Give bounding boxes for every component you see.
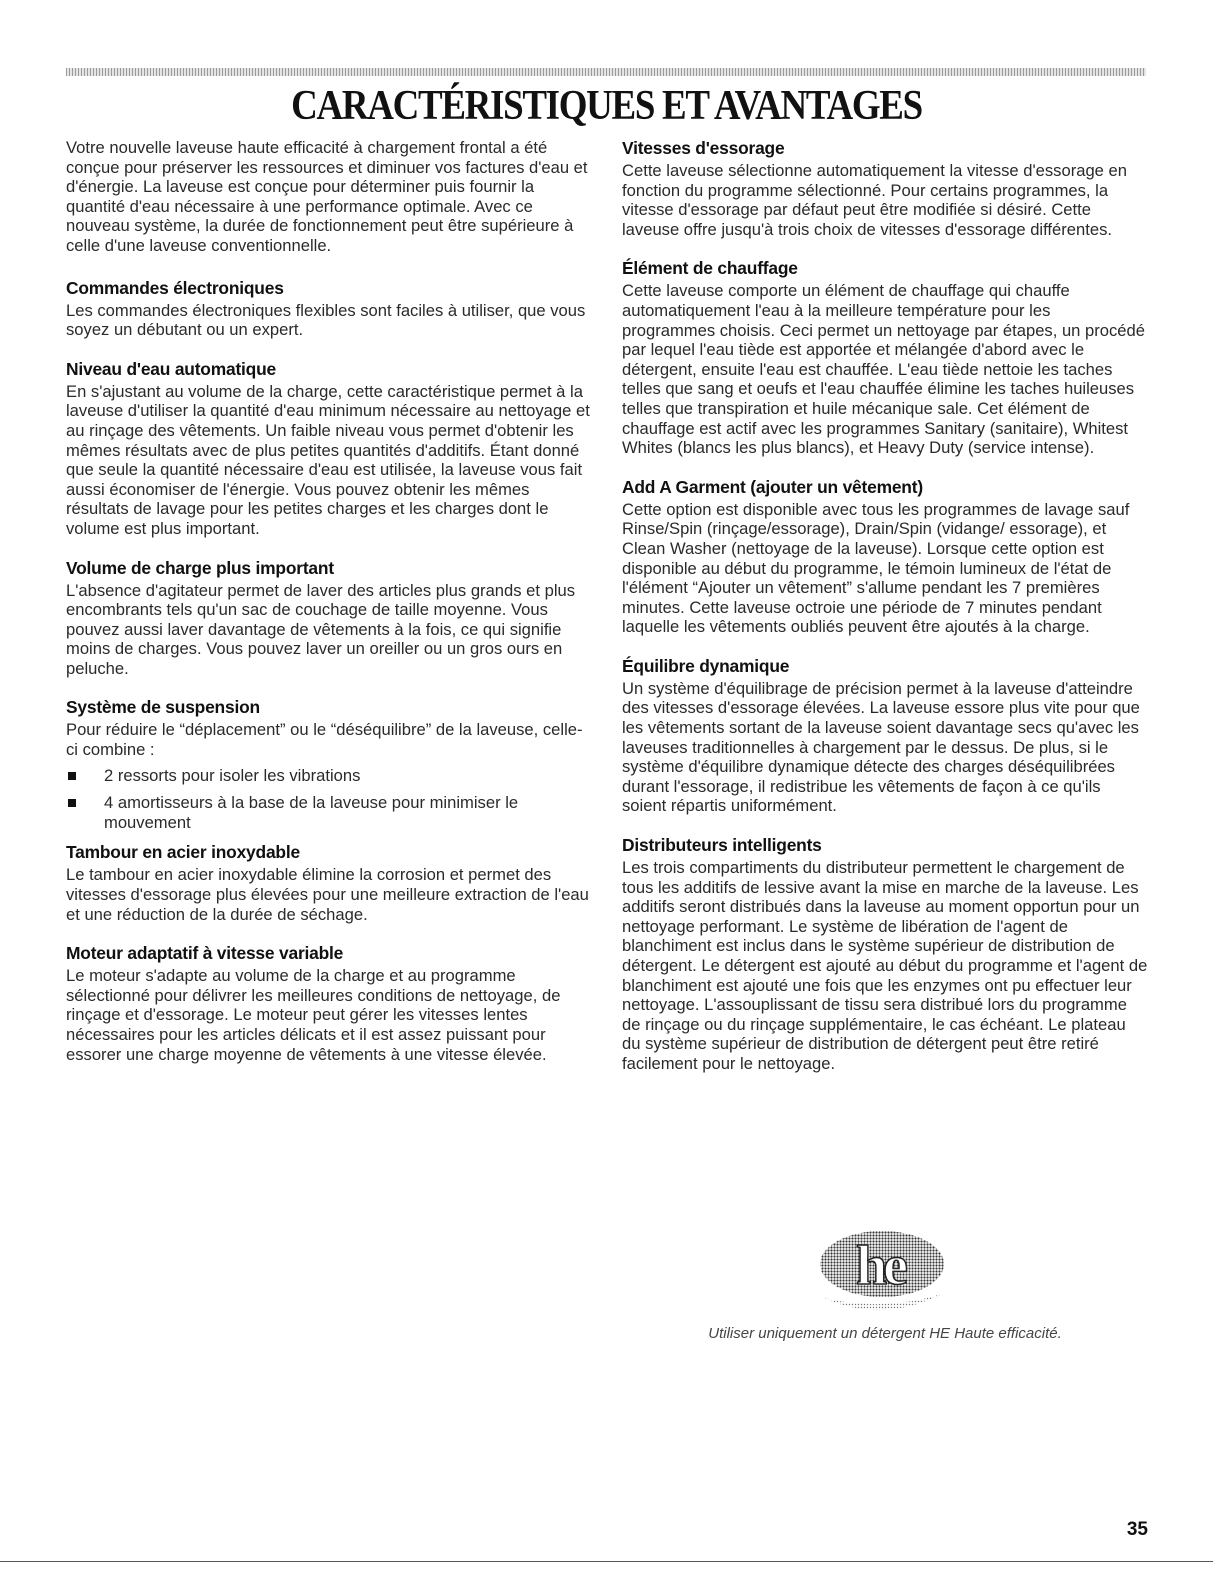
section-text: L'absence d'agitateur permet de laver des articles plus grands et plus encombrants tels qu'un sac de couchage de taille moyenne. Vous pouvez aussi laver davantage de vêtements à la fois, ce qui signifie moins de charges. Vous pouvez laver un oreiller ou un gros ours en peluche. [66,580,576,678]
square-bullet-icon [68,799,76,807]
section-niveau-eau [66,359,592,539]
section-suspension [66,697,592,832]
bullet-item [66,766,592,786]
section-heading: Niveau d'eau automatique [66,358,277,379]
section-heading: Add A Garment (ajouter un vêtement) [622,476,923,497]
section-heading: Commandes électroniques [66,277,284,298]
svg-text:he: he [856,1235,904,1297]
section-heading: Vitesses d'essorage [622,138,785,158]
he-logo-icon [812,1228,952,1318]
section-text: Le tambour en acier inoxydable élimine la corrosion et permet des vitesses d'essorage plus élevées pour une meilleure extraction de l'eau et une réduction de la durée de séchage. [66,865,589,924]
section-text: Les commandes électroniques flexibles sont faciles à utiliser, que vous soyez un débutant ou un expert. [66,300,586,340]
section-commandes-electroniques [66,278,592,340]
he-logo [812,1228,952,1318]
section-text: Cette laveuse comporte un élément de chauffage qui chauffe automatiquement l'eau à la meilleure température pour les programmes choisis. Ceci permet un nettoyage par étapes, un procédé par lequel l'eau tiède est apportée et mélangée d'abord avec le détergent, ensuite l'eau est chauffée. L'eau tiède nettoie les taches telles que sang et oeufs et l'eau chauffée élimine les taches huileuses telles que transpiration et huile mécanique sale. Cet élément de chauffage est actif avec les programmes Sanitary (sanitaire), Whitest Whites (blancs les plus blancs), et Heavy Duty (service intense). [622,281,1145,458]
section-volume-charge [66,558,592,679]
bullet-text: 2 ressorts pour isoler les vibrations [104,765,361,785]
section-heading: Équilibre dynamique [622,655,790,676]
section-vitesses-essorage [622,138,1148,239]
bottom-rule [0,1561,1213,1562]
section-heading: Distributeurs intelligents [622,835,822,856]
section-distributeurs [622,835,1148,1074]
left-column [66,138,592,1064]
section-heading: Élément de chauffage [622,258,798,279]
section-add-a-garment [622,477,1148,637]
section-text: Le moteur s'adapte au volume de la charge et au programme sélectionné pour délivrer les meilleures conditions de nettoyage, de rinçage et d'essorage. Le moteur peut gérer les vitesses lentes nécessaires pour les articles délicats et il est assez puissant pour essorer une charge moyenne de vêtements à une vitesse élevée. [66,966,561,1064]
section-heading: Moteur adaptatif à vitesse variable [66,943,344,964]
section-element-chauffage [622,258,1148,457]
page-number: 35 [1126,1519,1148,1540]
section-equilibre-dynamique [622,656,1148,816]
section-tambour [66,842,592,924]
top-dotted-rule [66,68,1146,76]
logo-caption: Utiliser uniquement un détergent HE Haute efficacité. [708,1325,1062,1342]
section-moteur [66,943,592,1064]
section-text: Pour réduire le “déplacement” ou le “déséquilibre” de la laveuse, celle-ci combine : [66,720,583,760]
page-title: CARACTÉRISTIQUES ET AVANTAGES [291,83,922,129]
bullet-list [66,766,592,833]
right-column [622,138,1148,1074]
intro-paragraph: Votre nouvelle laveuse haute efficacité à chargement frontal a été conçue pour préserver les ressources et diminuer vos factures d'eau et d'énergie. La laveuse est conçue pour déterminer puis fournir la quantité d'eau nécessaire à une performance optimale. Avec ce nouveau système, la durée de fonctionnement peut être supérieure à celle d'une laveuse conventionnelle. [66,138,588,255]
section-heading: Tambour en acier inoxydable [66,842,300,863]
section-text: Les trois compartiments du distributeur permettent le chargement de tous les additifs de lessive avant la mise en marche de la laveuse. Les additifs seront distribués dans la laveuse au moment opportun pour un nettoyage performant. Le système de libération de l'agent de blanchiment est inclus dans le système supérieur de distribution de détergent. Le détergent est ajouté au début du programme et l'agent de blanchiment est ajouté une fois que les enzymes ont pu effectuer leur nettoyage. L'assouplissant de tissu sera distribué lors du programme de rinçage ou du rinçage supplémentaire, le cas échéant. Le plateau du système supérieur de distribution de détergent peut être retiré facilement pour le nettoyage. [622,858,1148,1073]
section-heading: Volume de charge plus important [66,557,334,578]
bullet-text: 4 amortisseurs à la base de la laveuse pour minimiser le mouvement [104,793,519,832]
section-text: Un système d'équilibrage de précision permet à la laveuse d'atteindre des vitesses d'essorage élevées. La laveuse essore plus vite pour que les vêtements sortant de la laveuse soient davantage secs qu'avec les laveuses traditionnelles à chargement par le dessus. De plus, si le système d'équilibre dynamique détecte des charges déséquilibrées durant l'essorage, il redistribue les vêtements de façon à ce qu'ils soient répartis uniformément. [622,678,1140,816]
section-text: Cette option est disponible avec tous les programmes de lavage sauf Rinse/Spin (rinçage/essorage), Drain/Spin (vidange/ essorage), et Clean Washer (nettoyage de la laveuse). Lorsque cette option est disponible au début du programme, le témoin lumineux de l'état de l'élément “Ajouter un vêtement” s'allume pendant les 7 premières minutes. Cette laveuse octroie une période de 7 minutes pendant laquelle les vêtements oubliés peuvent être ajoutés à la charge. [622,499,1130,637]
bullet-item [66,793,592,832]
section-text: Cette laveuse sélectionne automatiquement la vitesse d'essorage en fonction du programme sélectionné. Pour certains programmes, la vitesse d'essorage par défaut peut être modifiée si désiré. Cette laveuse offre jusqu'à trois choix de vitesses d'essorage différentes. [622,161,1127,239]
square-bullet-icon [68,772,76,780]
section-text: En s'ajustant au volume de la charge, cette caractéristique permet à la laveuse d'utiliser la quantité d'eau minimum nécessaire au nettoyage et au rinçage des vêtements. Un faible niveau vous permet d'obtenir les mêmes résultats avec de plus petites quantités d'additifs. Étant donné que seule la quantité nécessaire d'eau est utilisée, la laveuse vous fait aussi économiser de l'énergie. Vous pouvez obtenir les mêmes résultats de lavage pour les petites charges et les charges dont le volume est plus important. [66,381,590,538]
section-heading: Système de suspension [66,697,260,718]
